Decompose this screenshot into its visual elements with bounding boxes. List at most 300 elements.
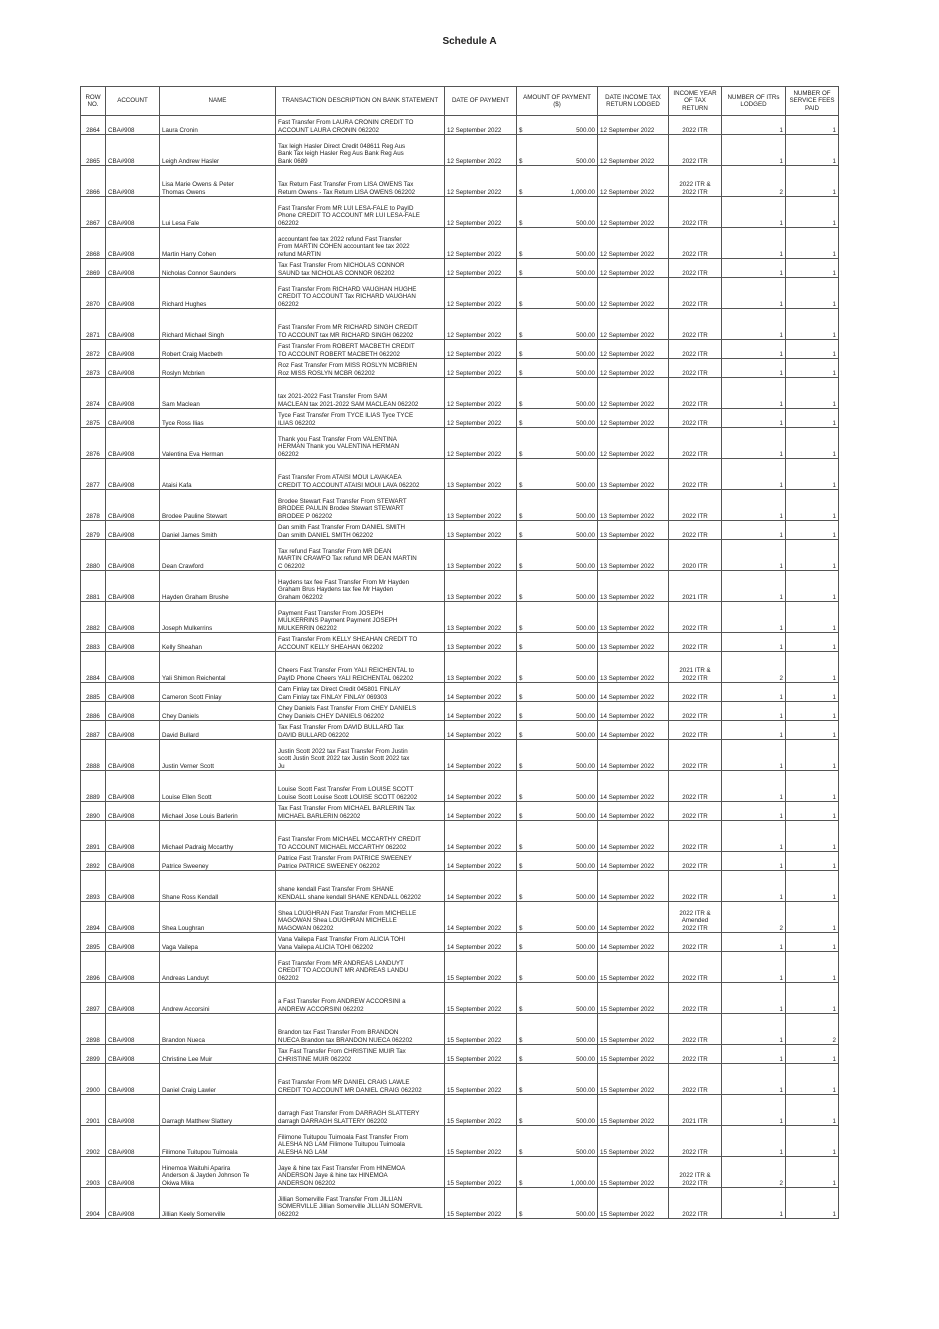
itrs-lodged-cell: 1: [722, 1188, 786, 1219]
table-row: [81, 1064, 839, 1095]
date-of-payment-cell: 12 September 2022: [445, 340, 517, 359]
table-row: [81, 378, 839, 409]
table-row: [81, 683, 839, 702]
date-of-payment-cell: 13 September 2022: [445, 633, 517, 652]
currency-symbol: $: [519, 269, 523, 277]
income-year-cell: 2022 ITR: [669, 952, 722, 983]
date-lodged-cell: 14 September 2022: [598, 902, 669, 933]
amount-cell: [517, 633, 598, 652]
amount-value: 500.00: [576, 419, 595, 427]
itrs-lodged-cell: 1: [722, 602, 786, 633]
transaction-description-cell: Chey Daniels Fast Transfer From CHEY DANIELS Chey Daniels CHEY DANIELS 062202: [276, 702, 445, 721]
row-number-cell: 2898: [81, 1014, 106, 1045]
amount-cell: [517, 602, 598, 633]
date-lodged-cell: 12 September 2022: [598, 166, 669, 197]
income-year-cell: 2022 ITR: [669, 309, 722, 340]
amount-value: 500.00: [576, 481, 595, 489]
currency-symbol: $: [519, 1210, 523, 1218]
amount-cell: [517, 740, 598, 771]
table-row: [81, 602, 839, 633]
income-year-cell: 2022 ITR: [669, 409, 722, 428]
name-cell: Joseph Mulkerrins: [160, 602, 276, 633]
amount-value: 500.00: [576, 1005, 595, 1013]
amount-value: 500.00: [576, 1117, 595, 1125]
date-lodged-cell: 15 September 2022: [598, 1126, 669, 1157]
page-title: Schedule A: [442, 36, 497, 47]
currency-symbol: $: [519, 300, 523, 308]
name-cell: Andreas Landuyt: [160, 952, 276, 983]
table-row: [81, 521, 839, 540]
transaction-description-cell: Cam Finlay tax Direct Credit 045801 FINLAY Cam Finlay tax FINLAY FINLAY 069303: [276, 683, 445, 702]
amount-value: 500.00: [576, 531, 595, 539]
name-cell: Andrew Accorsini: [160, 983, 276, 1014]
service-fees-cell: 1: [786, 228, 839, 259]
row-number-cell: 2891: [81, 821, 106, 852]
table-header-row: [81, 87, 839, 116]
name-cell: Robert Craig Macbeth: [160, 340, 276, 359]
transaction-description-cell: Jaye & hine tax Fast Transfer From HINEMOA ANDERSON Jaye & hine tax HINEMOA ANDERSON 062202: [276, 1157, 445, 1188]
table-row: [81, 652, 839, 683]
income-year-cell: 2022 ITR: [669, 278, 722, 309]
currency-symbol: $: [519, 593, 523, 601]
currency-symbol: $: [519, 643, 523, 651]
table-row: [81, 359, 839, 378]
transaction-description-cell: Tax Fast Transfer From NICHOLAS CONNOR SAUND tax NICHOLAS CONNOR 062202: [276, 259, 445, 278]
service-fees-cell: 1: [786, 983, 839, 1014]
currency-symbol: $: [519, 974, 523, 982]
account-cell: CBA#908: [106, 602, 160, 633]
date-lodged-cell: 13 September 2022: [598, 459, 669, 490]
name-cell: Ataisi Kafa: [160, 459, 276, 490]
date-of-payment-cell: 12 September 2022: [445, 259, 517, 278]
account-cell: CBA#908: [106, 952, 160, 983]
income-year-cell: 2022 ITR: [669, 359, 722, 378]
date-lodged-cell: 14 September 2022: [598, 771, 669, 802]
account-cell: CBA#908: [106, 1045, 160, 1064]
currency-symbol: $: [519, 812, 523, 820]
transaction-description-cell: Fast Transfer From MR ANDREAS LANDUYT CREDIT TO ACCOUNT MR ANDREAS LANDU 062202: [276, 952, 445, 983]
row-number-cell: 2900: [81, 1064, 106, 1095]
date-lodged-cell: 15 September 2022: [598, 1064, 669, 1095]
name-cell: Laura Cronin: [160, 116, 276, 135]
name-cell: Nicholas Connor Saunders: [160, 259, 276, 278]
income-year-cell: 2022 ITR: [669, 459, 722, 490]
itrs-lodged-cell: 1: [722, 459, 786, 490]
table-row: [81, 952, 839, 983]
itrs-lodged-cell: 1: [722, 340, 786, 359]
transaction-description-cell: Fast Transfer From MR DANIEL CRAIG LAWLE CREDIT TO ACCOUNT MR DANIEL CRAIG 062202: [276, 1064, 445, 1095]
table-row: [81, 802, 839, 821]
income-year-cell: 2022 ITR: [669, 802, 722, 821]
date-of-payment-cell: 14 September 2022: [445, 933, 517, 952]
row-number-cell: 2883: [81, 633, 106, 652]
transaction-description-cell: Fast Transfer From MICHAEL MCCARTHY CREDIT TO ACCOUNT MICHAEL MCCARTHY 062202: [276, 821, 445, 852]
row-number-cell: 2902: [81, 1126, 106, 1157]
service-fees-cell: 1: [786, 428, 839, 459]
itrs-lodged-cell: 1: [722, 1045, 786, 1064]
transaction-description-cell: tax 2021-2022 Fast Transfer From SAM MACLEAN tax 2021-2022 SAM MACLEAN 062202: [276, 378, 445, 409]
amount-value: 500.00: [576, 1036, 595, 1044]
row-number-cell: 2904: [81, 1188, 106, 1219]
row-number-cell: 2881: [81, 571, 106, 602]
date-of-payment-cell: 15 September 2022: [445, 1126, 517, 1157]
currency-symbol: $: [519, 893, 523, 901]
account-cell: CBA#908: [106, 228, 160, 259]
account-cell: CBA#908: [106, 702, 160, 721]
date-lodged-cell: 12 September 2022: [598, 359, 669, 378]
transaction-description-cell: Tax leigh Hasler Direct Credit 048611 Reg Aus Bank Tax leigh Hasler Reg Aus Bank Reg Aus Bank 0689: [276, 135, 445, 166]
table-row: [81, 1126, 839, 1157]
service-fees-cell: 1: [786, 340, 839, 359]
itrs-lodged-cell: 1: [722, 852, 786, 871]
date-of-payment-cell: 15 September 2022: [445, 1014, 517, 1045]
income-year-cell: 2022 ITR: [669, 228, 722, 259]
currency-symbol: $: [519, 862, 523, 870]
service-fees-cell: 1: [786, 852, 839, 871]
date-lodged-cell: 14 September 2022: [598, 933, 669, 952]
date-of-payment-cell: 12 September 2022: [445, 409, 517, 428]
amount-value: 500.00: [576, 793, 595, 801]
header-transaction-description: TRANSACTION DESCRIPTION ON BANK STATEMENT: [276, 87, 445, 116]
itrs-lodged-cell: 1: [722, 490, 786, 521]
service-fees-cell: 1: [786, 952, 839, 983]
amount-cell: [517, 702, 598, 721]
transaction-description-cell: Thank you Fast Transfer From VALENTINA HERMAN Thank you VALENTINA HERMAN 062202: [276, 428, 445, 459]
table-row: [81, 771, 839, 802]
date-of-payment-cell: 15 September 2022: [445, 1157, 517, 1188]
row-number-cell: 2872: [81, 340, 106, 359]
amount-cell: [517, 871, 598, 902]
currency-symbol: $: [519, 1086, 523, 1094]
amount-cell: [517, 309, 598, 340]
account-cell: CBA#908: [106, 683, 160, 702]
income-year-cell: 2022 ITR: [669, 852, 722, 871]
income-year-cell: 2022 ITR: [669, 378, 722, 409]
itrs-lodged-cell: 1: [722, 278, 786, 309]
header-date-of-payment: DATE OF PAYMENT: [445, 87, 517, 116]
header-name: NAME: [160, 87, 276, 116]
amount-cell: [517, 1188, 598, 1219]
date-lodged-cell: 15 September 2022: [598, 1014, 669, 1045]
currency-symbol: $: [519, 350, 523, 358]
account-cell: CBA#908: [106, 933, 160, 952]
account-cell: CBA#908: [106, 1188, 160, 1219]
table-body: [81, 116, 839, 1219]
row-number-cell: 2871: [81, 309, 106, 340]
transaction-description-cell: accountant fee tax 2022 refund Fast Transfer From MARTIN COHEN accountant fee tax 2022 refund MARTIN: [276, 228, 445, 259]
service-fees-cell: 1: [786, 1126, 839, 1157]
name-cell: Chey Daniels: [160, 702, 276, 721]
account-cell: CBA#908: [106, 409, 160, 428]
itrs-lodged-cell: 1: [722, 571, 786, 602]
transaction-description-cell: Shea LOUGHRAN Fast Transfer From MICHELLE MAGOWAN Shea LOUGHRAN MICHELLE MAGOWAN 062202: [276, 902, 445, 933]
itrs-lodged-cell: 1: [722, 521, 786, 540]
row-number-cell: 2887: [81, 721, 106, 740]
income-year-cell: 2021 ITR: [669, 1095, 722, 1126]
amount-cell: [517, 1045, 598, 1064]
date-of-payment-cell: 15 September 2022: [445, 1095, 517, 1126]
currency-symbol: $: [519, 512, 523, 520]
income-year-cell: 2020 ITR: [669, 540, 722, 571]
currency-symbol: $: [519, 400, 523, 408]
name-cell: Brodee Pauline Stewart: [160, 490, 276, 521]
currency-symbol: $: [519, 624, 523, 632]
amount-cell: [517, 428, 598, 459]
row-number-cell: 2896: [81, 952, 106, 983]
amount-value: 500.00: [576, 731, 595, 739]
amount-cell: [517, 409, 598, 428]
transaction-description-cell: Justin Scott 2022 tax Fast Transfer From Justin scott Justin Scott 2022 tax Justin Scott 2022 tax Ju: [276, 740, 445, 771]
currency-symbol: $: [519, 1005, 523, 1013]
table-row: [81, 571, 839, 602]
amount-value: 1,000.00: [570, 1179, 595, 1187]
row-number-cell: 2888: [81, 740, 106, 771]
transaction-description-cell: Payment Fast Transfer From JOSEPH MULKERRINS Payment Payment JOSEPH MULKERRIN 062202: [276, 602, 445, 633]
itrs-lodged-cell: 1: [722, 933, 786, 952]
service-fees-cell: 1: [786, 933, 839, 952]
transaction-description-cell: Filimone Tuitupou Tuimoala Fast Transfer From ALESHA NG LAM Filimone Tuitupou Tuimoala ALESHA NG LAM: [276, 1126, 445, 1157]
amount-cell: [517, 135, 598, 166]
amount-cell: [517, 359, 598, 378]
date-lodged-cell: 13 September 2022: [598, 521, 669, 540]
itrs-lodged-cell: 1: [722, 540, 786, 571]
itrs-lodged-cell: 1: [722, 983, 786, 1014]
date-lodged-cell: 14 September 2022: [598, 740, 669, 771]
amount-value: 500.00: [576, 924, 595, 932]
amount-value: 500.00: [576, 762, 595, 770]
transaction-description-cell: Brandon tax Fast Transfer From BRANDON NUECA Brandon tax BRANDON NUECA 062202: [276, 1014, 445, 1045]
transaction-description-cell: Fast Transfer From MR LUI LESA-FALE to PayID Phone CREDIT TO ACCOUNT MR LUI LESA-FALE 062202: [276, 197, 445, 228]
income-year-cell: 2022 ITR: [669, 1045, 722, 1064]
transaction-description-cell: Roz Fast Transfer From MISS ROSLYN MCBRIEN Roz MISS ROSLYN MCBR 062202: [276, 359, 445, 378]
table-row: [81, 340, 839, 359]
table-row: [81, 490, 839, 521]
date-of-payment-cell: 12 September 2022: [445, 378, 517, 409]
amount-cell: [517, 459, 598, 490]
date-of-payment-cell: 14 September 2022: [445, 740, 517, 771]
date-lodged-cell: 12 September 2022: [598, 278, 669, 309]
amount-value: 500.00: [576, 862, 595, 870]
amount-cell: [517, 1064, 598, 1095]
account-cell: CBA#908: [106, 197, 160, 228]
income-year-cell: 2022 ITR: [669, 521, 722, 540]
transaction-description-cell: Jillian Somerville Fast Transfer From JILLIAN SOMERVILLE Jillian Somerville JILLIAN SOMERVIL 062202: [276, 1188, 445, 1219]
name-cell: Lisa Marie Owens & Peter Thomas Owens: [160, 166, 276, 197]
itrs-lodged-cell: 1: [722, 683, 786, 702]
account-cell: CBA#908: [106, 821, 160, 852]
account-cell: CBA#908: [106, 740, 160, 771]
amount-value: 500.00: [576, 350, 595, 358]
account-cell: CBA#908: [106, 852, 160, 871]
date-lodged-cell: 14 September 2022: [598, 871, 669, 902]
currency-symbol: $: [519, 481, 523, 489]
account-cell: CBA#908: [106, 802, 160, 821]
amount-cell: [517, 116, 598, 135]
amount-cell: [517, 490, 598, 521]
date-of-payment-cell: 12 September 2022: [445, 197, 517, 228]
date-lodged-cell: 12 September 2022: [598, 259, 669, 278]
amount-value: 500.00: [576, 1086, 595, 1094]
service-fees-cell: 1: [786, 821, 839, 852]
income-year-cell: 2022 ITR: [669, 1064, 722, 1095]
currency-symbol: $: [519, 1117, 523, 1125]
service-fees-cell: 1: [786, 652, 839, 683]
currency-symbol: $: [519, 531, 523, 539]
account-cell: CBA#908: [106, 771, 160, 802]
date-of-payment-cell: 14 September 2022: [445, 821, 517, 852]
date-lodged-cell: 12 September 2022: [598, 197, 669, 228]
service-fees-cell: 1: [786, 135, 839, 166]
table-row: [81, 821, 839, 852]
row-number-cell: 2882: [81, 602, 106, 633]
currency-symbol: $: [519, 1179, 523, 1187]
table-row: [81, 1095, 839, 1126]
table-row: [81, 933, 839, 952]
currency-symbol: $: [519, 157, 523, 165]
transaction-description-cell: Tax Fast Transfer From MICHAEL BARLERIN Tax MICHAEL BARLERIN 062202: [276, 802, 445, 821]
amount-cell: [517, 1126, 598, 1157]
itrs-lodged-cell: 1: [722, 1095, 786, 1126]
table-row: [81, 409, 839, 428]
account-cell: CBA#908: [106, 721, 160, 740]
row-number-cell: 2880: [81, 540, 106, 571]
service-fees-cell: 1: [786, 309, 839, 340]
service-fees-cell: 1: [786, 359, 839, 378]
date-of-payment-cell: 14 September 2022: [445, 852, 517, 871]
table-row: [81, 983, 839, 1014]
currency-symbol: $: [519, 1036, 523, 1044]
header-number-itrs: NUMBER OF ITRs LODGED: [722, 87, 786, 116]
income-year-cell: 2022 ITR: [669, 740, 722, 771]
currency-symbol: $: [519, 943, 523, 951]
name-cell: Darragh Matthew Slattery: [160, 1095, 276, 1126]
header-amount-of-payment: AMOUNT OF PAYMENT ($): [517, 87, 598, 116]
income-year-cell: 2022 ITR: [669, 116, 722, 135]
amount-cell: [517, 1095, 598, 1126]
income-year-cell: 2022 ITR & 2022 ITR: [669, 166, 722, 197]
income-year-cell: 2022 ITR: [669, 933, 722, 952]
date-of-payment-cell: 14 September 2022: [445, 802, 517, 821]
date-lodged-cell: 12 September 2022: [598, 378, 669, 409]
service-fees-cell: 1: [786, 802, 839, 821]
schedule-table: [80, 86, 839, 1219]
table-row: [81, 116, 839, 135]
itrs-lodged-cell: 1: [722, 1064, 786, 1095]
currency-symbol: $: [519, 126, 523, 134]
income-year-cell: 2022 ITR: [669, 633, 722, 652]
currency-symbol: $: [519, 369, 523, 377]
date-lodged-cell: 13 September 2022: [598, 540, 669, 571]
income-year-cell: 2022 ITR & 2022 ITR: [669, 1157, 722, 1188]
transaction-description-cell: Tax Fast Transfer From DAVID BULLARD Tax DAVID BULLARD 062202: [276, 721, 445, 740]
date-of-payment-cell: 12 September 2022: [445, 166, 517, 197]
transaction-description-cell: Fast Transfer From LAURA CRONIN CREDIT TO ACCOUNT LAURA CRONIN 062202: [276, 116, 445, 135]
table-row: [81, 1045, 839, 1064]
transaction-description-cell: Fast Transfer From ROBERT MACBETH CREDIT TO ACCOUNT ROBERT MACBETH 062202: [276, 340, 445, 359]
service-fees-cell: 1: [786, 571, 839, 602]
amount-value: 500.00: [576, 250, 595, 258]
date-of-payment-cell: 12 September 2022: [445, 135, 517, 166]
date-lodged-cell: 15 September 2022: [598, 1157, 669, 1188]
name-cell: Michael Padraig Mccarthy: [160, 821, 276, 852]
amount-cell: [517, 228, 598, 259]
amount-value: 500.00: [576, 624, 595, 632]
income-year-cell: 2022 ITR: [669, 983, 722, 1014]
account-cell: CBA#908: [106, 571, 160, 602]
amount-value: 500.00: [576, 893, 595, 901]
date-lodged-cell: 14 September 2022: [598, 802, 669, 821]
date-of-payment-cell: 14 September 2022: [445, 902, 517, 933]
row-number-cell: 2886: [81, 702, 106, 721]
amount-cell: [517, 1014, 598, 1045]
income-year-cell: 2022 ITR: [669, 135, 722, 166]
amount-value: 500.00: [576, 300, 595, 308]
date-lodged-cell: 12 September 2022: [598, 309, 669, 340]
itrs-lodged-cell: 1: [722, 228, 786, 259]
account-cell: CBA#908: [106, 1126, 160, 1157]
account-cell: CBA#908: [106, 278, 160, 309]
amount-cell: [517, 802, 598, 821]
account-cell: CBA#908: [106, 521, 160, 540]
transaction-description-cell: Fast Transfer From RICHARD VAUGHAN HUGHE CREDIT TO ACCOUNT Tax RICHARD VAUGHAN 062202: [276, 278, 445, 309]
date-lodged-cell: 15 September 2022: [598, 1045, 669, 1064]
account-cell: CBA#908: [106, 135, 160, 166]
row-number-cell: 2894: [81, 902, 106, 933]
date-lodged-cell: 15 September 2022: [598, 1095, 669, 1126]
name-cell: Richard Hughes: [160, 278, 276, 309]
transaction-description-cell: Brodee Stewart Fast Transfer From STEWART BRODEE PAULIN Brodee Stewart STEWART BRODEE P 062202: [276, 490, 445, 521]
name-cell: Martin Harry Cohen: [160, 228, 276, 259]
account-cell: CBA#908: [106, 428, 160, 459]
itrs-lodged-cell: 2: [722, 902, 786, 933]
income-year-cell: 2022 ITR: [669, 259, 722, 278]
itrs-lodged-cell: 1: [722, 409, 786, 428]
service-fees-cell: 1: [786, 166, 839, 197]
date-lodged-cell: 14 September 2022: [598, 852, 669, 871]
table-row: [81, 540, 839, 571]
transaction-description-cell: darragh Fast Transfer From DARRAGH SLATTERY darragh DARRAGH SLATTERY 062202: [276, 1095, 445, 1126]
date-lodged-cell: 13 September 2022: [598, 652, 669, 683]
amount-value: 1,000.00: [570, 188, 595, 196]
amount-cell: [517, 933, 598, 952]
amount-value: 500.00: [576, 369, 595, 377]
service-fees-cell: 1: [786, 459, 839, 490]
amount-cell: [517, 683, 598, 702]
table-row: [81, 721, 839, 740]
amount-value: 500.00: [576, 974, 595, 982]
table-row: [81, 278, 839, 309]
name-cell: Cameron Scott Finlay: [160, 683, 276, 702]
row-number-cell: 2890: [81, 802, 106, 821]
itrs-lodged-cell: 1: [722, 802, 786, 821]
amount-cell: [517, 852, 598, 871]
name-cell: Shane Ross Kendall: [160, 871, 276, 902]
row-number-cell: 2903: [81, 1157, 106, 1188]
income-year-cell: 2022 ITR: [669, 428, 722, 459]
amount-value: 500.00: [576, 1055, 595, 1063]
table-row: [81, 135, 839, 166]
amount-cell: [517, 166, 598, 197]
amount-cell: [517, 771, 598, 802]
transaction-description-cell: Fast Transfer From ATAISI MOUI LAVAKAEA CREDIT TO ACCOUNT ATAISI MOUI LAVA 062202: [276, 459, 445, 490]
itrs-lodged-cell: 1: [722, 259, 786, 278]
service-fees-cell: 1: [786, 771, 839, 802]
income-year-cell: 2022 ITR: [669, 602, 722, 633]
row-number-cell: 2866: [81, 166, 106, 197]
currency-symbol: $: [519, 562, 523, 570]
name-cell: Kelly Sheahan: [160, 633, 276, 652]
currency-symbol: $: [519, 762, 523, 770]
